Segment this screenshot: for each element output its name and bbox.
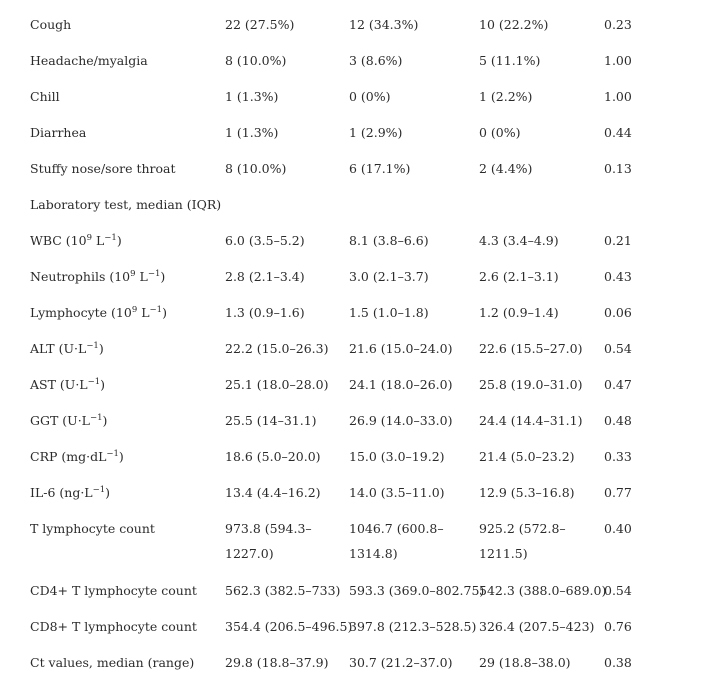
row-label: Chill: [30, 89, 60, 104]
group-3-value: 5 (11.1%): [479, 53, 541, 68]
group-2-value: 8.1 (3.8–6.6): [349, 233, 429, 248]
group-3-value: 12.9 (5.3–16.8): [479, 485, 575, 500]
group-3-value: 925.2 (572.8–1211.5): [479, 521, 566, 561]
group-1-value: 8 (10.0%): [225, 161, 287, 176]
group-3-value: 0 (0%): [479, 125, 521, 140]
row-label: Stuffy nose/sore throat: [30, 161, 176, 176]
p-value: 0.76: [604, 619, 632, 634]
p-value: 0.23: [604, 17, 632, 32]
group-1-value: 562.3 (382.5–733): [225, 583, 341, 598]
group-2-value: 1046.7 (600.8–1314.8): [349, 521, 444, 561]
row-label: GGT $(U\cdot L^{-1})$: [30, 413, 108, 428]
group-2-value: 1.5 (1.0–1.8): [349, 305, 429, 320]
group-1-value: 1 (1.3%): [225, 125, 279, 140]
group-1-value: 2.8 (2.1–3.4): [225, 269, 305, 284]
p-value: 1.00: [604, 89, 632, 104]
group-3-value: 24.4 (14.4–31.1): [479, 413, 583, 428]
group-2-value: 593.3 (369.0–802.75): [349, 583, 485, 598]
group-3-value: 542.3 (388.0–689.0): [479, 583, 607, 598]
p-value: 0.44: [604, 125, 632, 140]
p-value: 0.43: [604, 269, 632, 284]
group-2-value: 15.0 (3.0–19.2): [349, 449, 445, 464]
row-label: Diarrhea: [30, 125, 87, 140]
group-3-value: 1.2 (0.9–1.4): [479, 305, 559, 320]
group-2-value: 21.6 (15.0–24.0): [349, 341, 453, 356]
group-3-value: 10 (22.2%): [479, 17, 549, 32]
p-value: 0.47: [604, 377, 632, 392]
group-1-value: 973.8 (594.3–1227.0): [225, 521, 312, 561]
group-3-value: 22.6 (15.5–27.0): [479, 341, 583, 356]
group-2-value: 26.9 (14.0–33.0): [349, 413, 453, 428]
group-2-value: 24.1 (18.0–26.0): [349, 377, 453, 392]
p-value: 0.06: [604, 305, 632, 320]
row-label: Cough: [30, 17, 72, 32]
group-2-value: 3.0 (2.1–3.7): [349, 269, 429, 284]
group-1-value: 29.8 (18.8–37.9): [225, 655, 329, 670]
row-label: T lymphocyte count: [30, 521, 155, 536]
row-label: AST $(U\cdot L^{-1})$: [30, 377, 106, 392]
group-2-value: 3 (8.6%): [349, 53, 403, 68]
group-3-value: 4.3 (3.4–4.9): [479, 233, 559, 248]
group-2-value: 12 (34.3%): [349, 17, 419, 32]
group-2-value: 6 (17.1%): [349, 161, 411, 176]
row-label: CD8+ T lymphocyte count: [30, 619, 197, 634]
row-label: Neutrophils ($10^9$ $L^{-1}$): [30, 269, 166, 284]
group-3-value: 29 (18.8–38.0): [479, 655, 571, 670]
group-1-value: 25.5 (14–31.1): [225, 413, 317, 428]
p-value: 0.54: [604, 583, 632, 598]
group-2-value: 0 (0%): [349, 89, 391, 104]
row-label: CD4+ T lymphocyte count: [30, 583, 197, 598]
group-3-value: 21.4 (5.0–23.2): [479, 449, 575, 464]
group-1-value: 354.4 (206.5–496.5): [225, 619, 353, 634]
row-label: WBC ($10^9$ $L^{-1}$): [30, 233, 122, 248]
p-value: 1.00: [604, 53, 632, 68]
group-1-value: 18.6 (5.0–20.0): [225, 449, 321, 464]
group-1-value: 1 (1.3%): [225, 89, 279, 104]
group-2-value: 30.7 (21.2–37.0): [349, 655, 453, 670]
row-label: ALT $(U\cdot L^{-1})$: [30, 341, 104, 356]
group-1-value: 6.0 (3.5–5.2): [225, 233, 305, 248]
group-3-value: 1 (2.2%): [479, 89, 533, 104]
group-3-value: 2.6 (2.1–3.1): [479, 269, 559, 284]
section-label: Laboratory test, median (IQR): [30, 197, 222, 212]
p-value: 0.38: [604, 655, 632, 670]
p-value: 0.13: [604, 161, 632, 176]
row-label: Lymphocyte ($10^9$ $L^{-1}$): [30, 305, 167, 320]
group-1-value: 13.4 (4.4–16.2): [225, 485, 321, 500]
p-value: 0.33: [604, 449, 632, 464]
group-3-value: 326.4 (207.5–423): [479, 619, 595, 634]
group-3-value: 25.8 (19.0–31.0): [479, 377, 583, 392]
group-1-value: 22.2 (15.0–26.3): [225, 341, 329, 356]
group-1-value: 1.3 (0.9–1.6): [225, 305, 305, 320]
p-value: 0.21: [604, 233, 632, 248]
p-value: 0.54: [604, 341, 632, 356]
row-label: Ct values, median (range): [30, 655, 195, 670]
row-label: CRP $(mg\cdot dL^{-1})$: [30, 449, 124, 464]
row-label: Headache/myalgia: [30, 53, 148, 68]
group-1-value: 25.1 (18.0–28.0): [225, 377, 329, 392]
group-2-value: 14.0 (3.5–11.0): [349, 485, 445, 500]
p-value: 0.77: [604, 485, 632, 500]
group-1-value: 22 (27.5%): [225, 17, 295, 32]
group-1-value: 8 (10.0%): [225, 53, 287, 68]
group-2-value: 397.8 (212.3–528.5): [349, 619, 477, 634]
group-2-value: 1 (2.9%): [349, 125, 403, 140]
p-value: 0.40: [604, 521, 632, 536]
p-value: 0.48: [604, 413, 632, 428]
row-label: IL-6 $(ng\cdot L^{-1})$: [30, 485, 111, 500]
group-3-value: 2 (4.4%): [479, 161, 533, 176]
